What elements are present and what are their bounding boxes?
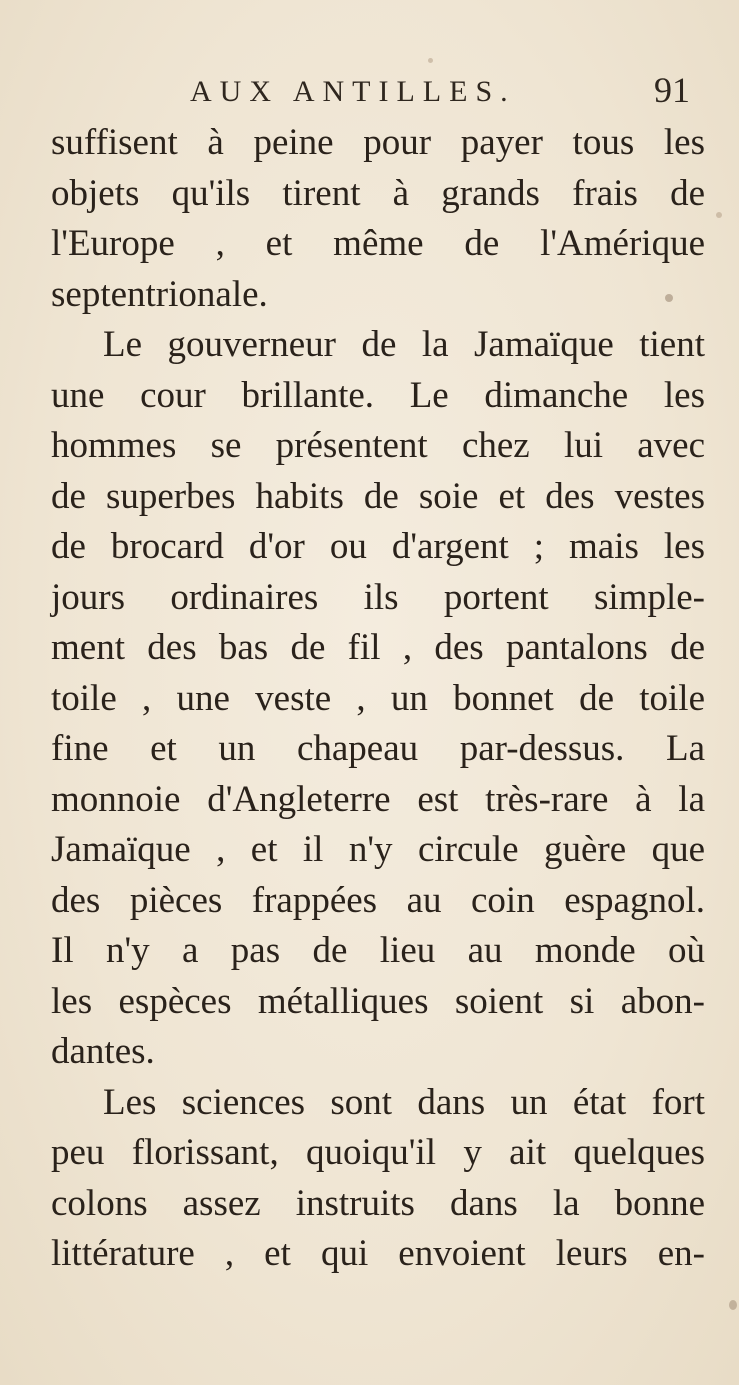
text-line: dantes. bbox=[51, 1031, 155, 1072]
text-line: objets qu'ils tirent à grands frais de bbox=[51, 172, 705, 214]
text-line: littérature , et qui envoient leurs en- bbox=[51, 1233, 705, 1274]
body-text bbox=[51, 118, 705, 1280]
text-line: Le gouverneur de la Jamaïque tient bbox=[103, 324, 705, 365]
text-line: Jamaïque , et il n'y circule guère que bbox=[51, 829, 705, 870]
text-line: de brocard d'or ou d'argent ; mais les bbox=[51, 526, 705, 567]
text-line: une cour brillante. Le dimanche les bbox=[51, 374, 705, 416]
running-head bbox=[190, 72, 690, 112]
text-line: ment des bas de fil , des pantalons de bbox=[51, 627, 705, 668]
text-line: des pièces frappées au coin espagnol. bbox=[51, 879, 705, 921]
paper-speck bbox=[428, 58, 433, 63]
text-line: peu florissant, quoiqu'il y ait quelques bbox=[51, 1132, 705, 1173]
text-line: les espèces métalliques soient si abon- bbox=[51, 980, 705, 1022]
text-line: septentrionale. bbox=[51, 273, 268, 315]
text-line: colons assez instruits dans la bonne bbox=[51, 1182, 705, 1224]
text-line: jours ordinaires ils portent simple- bbox=[51, 576, 705, 618]
text-line: Les sciences sont dans un état fort bbox=[103, 1081, 705, 1123]
paper-speck bbox=[716, 212, 722, 218]
text-line: hommes se présentent chez lui avec bbox=[51, 425, 705, 466]
paper-speck bbox=[729, 1300, 737, 1310]
running-title: AUX ANTILLES. bbox=[190, 75, 516, 108]
text-line: toile , une veste , un bonnet de toile bbox=[51, 677, 705, 719]
text-line: l'Europe , et même de l'Amérique bbox=[51, 223, 705, 264]
text-line: suffisent à peine pour payer tous les bbox=[51, 122, 705, 163]
text-line: Il n'y a pas de lieu au monde où bbox=[51, 930, 705, 971]
page-number: 91 bbox=[654, 70, 690, 110]
text-line: fine et un chapeau par-dessus. La bbox=[51, 728, 705, 769]
text-line: monnoie d'Angleterre est très-rare à la bbox=[51, 778, 705, 820]
text-line: de superbes habits de soie et des vestes bbox=[51, 475, 705, 517]
